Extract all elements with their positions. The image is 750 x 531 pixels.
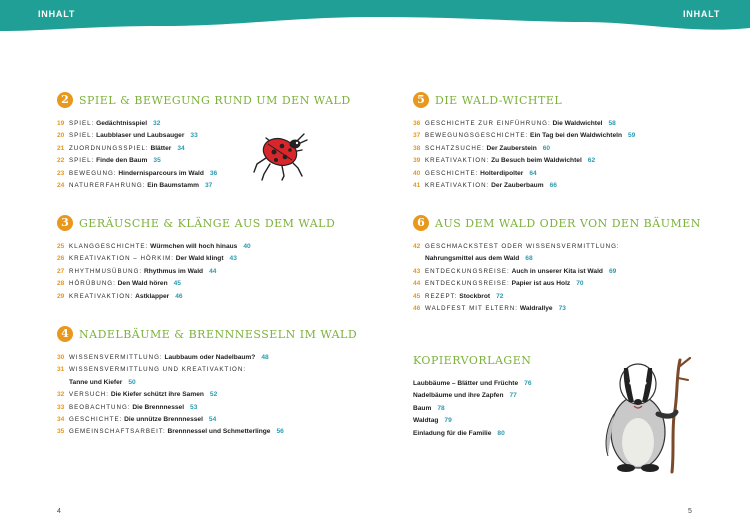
entry-title: Zu Besuch beim Waldwichtel — [491, 157, 582, 165]
toc-entry[interactable] — [413, 143, 713, 155]
entry-title: Die Kiefer schützt ihre Samen — [110, 391, 204, 399]
toc-entry[interactable] — [413, 303, 713, 315]
entry-page: 38 — [413, 144, 421, 152]
entry-title: Nadelbäume und ihre Zapfen — [413, 392, 504, 400]
entry-title: Stockbrot — [459, 292, 491, 300]
section-heading — [57, 215, 357, 237]
entry-ref: 79 — [444, 417, 452, 425]
template-entry[interactable] — [413, 415, 603, 427]
toc-entry[interactable] — [57, 180, 357, 192]
entry-category: WISSENSVERMITTLUNG UND KREATIVAKTION: — [69, 366, 247, 374]
entry-category: BEOBACHTUNG: — [69, 403, 131, 411]
toc-entry[interactable] — [57, 389, 367, 401]
section-heading — [413, 92, 713, 114]
entry-category: GESCHICHTE ZUR EINFÜHRUNG: — [425, 120, 551, 127]
entry-page: 21 — [57, 144, 65, 152]
entry-category: KREATIVAKTION: — [425, 182, 490, 190]
toc-entry[interactable] — [57, 266, 357, 278]
entry-page: 35 — [57, 428, 65, 436]
entry-category: KLANGGESCHICHTE: — [69, 243, 149, 250]
entry-category: WALDFEST MIT ELTERN: — [425, 305, 518, 313]
toc-entry[interactable] — [413, 130, 713, 142]
entry-page: 31 — [57, 366, 65, 374]
entry-ref: 70 — [576, 280, 584, 288]
entry-page: 20 — [57, 132, 65, 140]
entry-ref: 73 — [558, 305, 566, 313]
section-title: SPIEL & BEWEGUNG RUND UM DEN WALD — [79, 94, 351, 107]
entry-ref: 78 — [437, 404, 445, 412]
entry-page: 22 — [57, 157, 65, 165]
entry-page: 45 — [413, 292, 421, 300]
entry-category: BEWEGUNGSGESCHICHTE: — [425, 132, 529, 140]
toc-entry[interactable] — [57, 414, 367, 426]
entry-page: 39 — [413, 157, 421, 165]
toc-entry[interactable] — [413, 241, 713, 266]
toc-entry[interactable] — [57, 241, 357, 253]
entry-page: 26 — [57, 255, 65, 263]
header-title-right: INHALT — [683, 9, 721, 19]
entry-page: 32 — [57, 391, 65, 399]
entry-title: Laubblaser und Laubsauger — [96, 132, 185, 140]
toc-entry[interactable] — [413, 278, 713, 290]
toc-entry[interactable] — [413, 291, 713, 303]
entry-title: Die Waldwichtel — [552, 120, 603, 127]
entry-title: Laubbaum oder Nadelbaum? — [164, 354, 256, 361]
entry-title: Baum — [413, 404, 432, 412]
entry-ref: 58 — [608, 120, 616, 127]
entry-category: KREATIVAKTION: — [69, 292, 134, 300]
entry-page: 44 — [413, 280, 421, 288]
entry-page: 24 — [57, 182, 65, 190]
section-number-badge: 5 — [413, 92, 429, 108]
entry-page: 25 — [57, 243, 65, 250]
toc-entry[interactable] — [413, 180, 713, 192]
entry-title: Blätter — [150, 144, 172, 152]
entry-ref: 60 — [542, 144, 551, 152]
entry-title: Waldrallye — [519, 305, 553, 313]
section-3 — [57, 215, 357, 303]
section-2 — [57, 92, 357, 192]
toc-entry[interactable] — [413, 118, 713, 130]
entry-ref: 62 — [587, 157, 596, 165]
section-title: NADELBÄUME & BRENNNESSELN IM WALD — [79, 328, 358, 341]
entry-title: Der Zauberbaum — [491, 182, 544, 190]
entry-title: Astklapper — [135, 292, 170, 300]
entry-ref: 33 — [190, 132, 198, 140]
entry-title: Die Brennnessel — [132, 403, 185, 411]
entry-title: Waldtag — [413, 417, 439, 425]
entry-category: WISSENSVERMITTLUNG: — [69, 354, 163, 361]
entry-title: Papier ist aus Holz — [511, 280, 571, 288]
entry-ref: 80 — [497, 429, 505, 437]
entry-ref: 43 — [229, 255, 237, 263]
entry-category: SPIEL: — [69, 132, 95, 140]
template-entry[interactable] — [413, 428, 603, 440]
entry-page: 37 — [413, 132, 421, 140]
section-number-badge: 3 — [57, 215, 73, 231]
toc-entry[interactable] — [57, 426, 367, 438]
section-number-badge: 2 — [57, 92, 73, 108]
section-4 — [57, 326, 367, 439]
entry-category: KREATIVAKTION: — [425, 157, 490, 165]
entry-category: BEWEGUNG: — [69, 169, 117, 177]
badger-illustration — [598, 356, 703, 476]
templates-section — [413, 352, 603, 440]
entry-ref: 68 — [525, 255, 533, 263]
entry-category: VERSUCH: — [69, 391, 109, 399]
entry-ref: 35 — [153, 157, 161, 165]
entry-category: GESCHICHTE: — [69, 416, 123, 424]
entry-title: Die unnütze Brennnessel — [124, 416, 203, 424]
entry-page: 40 — [413, 169, 421, 177]
entry-ref: 76 — [524, 380, 532, 387]
entry-ref: 34 — [177, 144, 185, 152]
entry-category: ENTDECKUNGSREISE: — [425, 280, 510, 288]
section-heading — [413, 352, 603, 374]
toc-entry[interactable] — [413, 155, 713, 167]
template-entry[interactable] — [413, 403, 603, 415]
entry-page: 23 — [57, 169, 65, 177]
entry-ref: 64 — [529, 169, 537, 177]
entry-ref: 77 — [509, 392, 517, 400]
section-title: AUS DEM WALD ODER VON DEN BÄUMEN — [435, 217, 701, 230]
entry-ref: 46 — [175, 292, 183, 300]
entry-title: Ein Baumstamm — [147, 182, 199, 190]
entry-title: Würmchen will hoch hinaus — [150, 243, 238, 250]
entry-title: Der Zauberstein — [486, 144, 537, 152]
section-number-badge: 6 — [413, 215, 429, 231]
entry-ref: 52 — [209, 391, 218, 399]
toc-entry[interactable] — [57, 130, 357, 142]
entry-title: Holterdipolter — [480, 169, 524, 177]
entry-title: Brennnessel und Schmetterlinge — [167, 428, 271, 436]
entry-page: 43 — [413, 267, 421, 275]
entry-category: NATURERFAHRUNG: — [69, 182, 146, 190]
entry-ref: 48 — [261, 354, 269, 361]
entry-category: SCHATZSUCHE: — [425, 144, 485, 152]
entry-category: SPIEL: — [69, 157, 95, 165]
section-heading — [57, 326, 367, 348]
section-number-badge: 4 — [57, 326, 73, 342]
entry-title: Rhythmus im Wald — [143, 267, 204, 275]
entry-ref: 45 — [173, 280, 181, 288]
entry-ref: 40 — [243, 243, 251, 250]
entry-ref: 72 — [496, 292, 504, 300]
entry-title: Der Wald klingt — [175, 255, 224, 263]
entry-category: HÖRÜBUNG: — [69, 280, 116, 288]
entry-page: 28 — [57, 280, 65, 288]
toc-entry[interactable] — [57, 155, 357, 167]
toc-entry[interactable] — [57, 291, 357, 303]
entry-title: Hindernisparcours im Wald — [118, 169, 204, 177]
header-banner — [0, 0, 750, 60]
entry-category: GESCHMACKSTEST ODER WISSENSVERMITTLUNG: — [425, 243, 620, 250]
entry-ref: 54 — [208, 416, 217, 424]
entry-title: Nahrungsmittel aus dem Wald — [425, 255, 520, 263]
entry-title: Einladung für die Familie — [413, 429, 492, 437]
entry-page: 19 — [57, 120, 65, 127]
entry-ref: 53 — [190, 403, 198, 411]
entry-category: GESCHICHTE: — [425, 169, 479, 177]
toc-entry[interactable] — [413, 168, 713, 180]
entry-ref: 69 — [608, 267, 617, 275]
entry-category: GEMEINSCHAFTSARBEIT: — [69, 428, 166, 436]
page-number-left: 4 — [57, 508, 61, 515]
entry-page: 46 — [413, 305, 421, 313]
section-title: GERÄUSCHE & KLÄNGE AUS DEM WALD — [79, 217, 336, 230]
page-number-right: 5 — [688, 508, 692, 515]
template-entry[interactable] — [413, 378, 603, 390]
entry-category: KREATIVAKTION – HÖRKIM: — [69, 255, 174, 263]
entry-ref: 50 — [128, 378, 136, 386]
entry-category: REZEPT: — [425, 292, 458, 300]
entry-page: 30 — [57, 354, 65, 361]
entry-category: ENTDECKUNGSREISE: — [425, 267, 510, 275]
entry-page: 41 — [413, 182, 421, 190]
entry-ref: 36 — [209, 169, 218, 177]
entry-title: Gedächtnisspiel — [96, 120, 148, 127]
toc-entry[interactable] — [57, 278, 357, 290]
entry-ref: 32 — [153, 120, 161, 127]
entry-category: ZUORDNUNGSSPIEL: — [69, 144, 149, 152]
toc-entry[interactable] — [57, 352, 367, 364]
entry-page: 42 — [413, 243, 421, 250]
entry-page: 33 — [57, 403, 65, 411]
section-heading — [57, 92, 357, 114]
section-6 — [413, 215, 713, 315]
toc-entry[interactable] — [57, 253, 357, 265]
section-title: DIE WALD-WICHTEL — [435, 94, 563, 107]
toc-entry[interactable] — [57, 143, 357, 155]
toc-entry[interactable] — [57, 364, 367, 389]
entry-title: Laubbäume – Blätter und Früchte — [413, 380, 519, 387]
entry-title: Den Wald hören — [117, 280, 168, 288]
section-title: KOPIERVORLAGEN — [413, 354, 532, 367]
entry-title: Finde den Baum — [96, 157, 148, 165]
template-entry[interactable] — [413, 390, 603, 402]
entry-title: Auch in unserer Kita ist Wald — [511, 267, 603, 275]
entry-ref: 56 — [276, 428, 284, 436]
entry-page: 27 — [57, 267, 65, 275]
entry-title: Tanne und Kiefer — [69, 378, 123, 386]
toc-entry[interactable] — [57, 402, 367, 414]
section-heading — [413, 215, 713, 237]
entry-category: RHYTHMUSÜBUNG: — [69, 267, 143, 275]
entry-page: 29 — [57, 292, 65, 300]
entry-ref: 66 — [549, 182, 557, 190]
entry-ref: 44 — [209, 267, 217, 275]
entry-page: 36 — [413, 120, 421, 127]
toc-entry[interactable] — [57, 168, 357, 180]
toc-entry[interactable] — [413, 266, 713, 278]
ladybug-illustration — [252, 122, 312, 182]
entry-ref: 59 — [628, 132, 636, 140]
entry-category: SPIEL: — [69, 120, 95, 127]
entry-title: Ein Tag bei den Waldwichteln — [530, 132, 622, 140]
entry-ref: 37 — [204, 182, 213, 190]
toc-entry[interactable] — [57, 118, 357, 130]
header-title-left: INHALT — [38, 9, 76, 19]
entry-page: 34 — [57, 416, 65, 424]
section-5 — [413, 92, 713, 192]
